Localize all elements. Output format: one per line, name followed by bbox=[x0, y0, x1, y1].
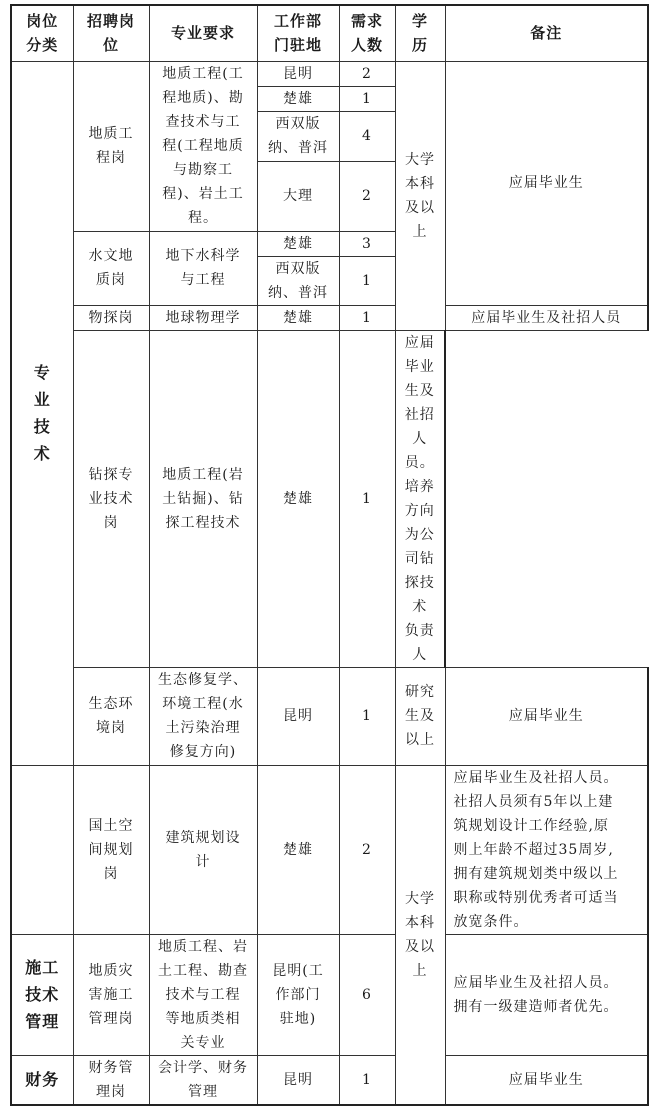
position-geophysics: 物探岗 bbox=[73, 305, 149, 330]
header-education: 学 历 bbox=[395, 5, 445, 61]
major-disaster: 地质工程、岩 土工程、勘查 技术与工程 等地质类相 关专业 bbox=[149, 934, 257, 1055]
major-planning: 建筑规划设 计 bbox=[149, 765, 257, 934]
location-disaster: 昆明(工 作部门 驻地) bbox=[257, 934, 339, 1055]
location-geology-1: 昆明 bbox=[257, 61, 339, 86]
count-planning: 2 bbox=[339, 765, 395, 934]
recruitment-table bbox=[10, 4, 649, 1106]
header-location: 工作部 门驻地 bbox=[257, 5, 339, 61]
category-tech: 专 业 技 术 bbox=[11, 61, 73, 765]
count-geology-1: 2 bbox=[339, 61, 395, 86]
position-planning: 国土空 间规划 岗 bbox=[73, 765, 149, 934]
position-ecology: 生态环 境岗 bbox=[73, 667, 149, 765]
count-finance: 1 bbox=[339, 1055, 395, 1105]
remark-planning: 应届毕业生及社招人员。 社招人员须有5年以上建 筑规划设计工作经验,原 则上年龄不超过35周岁, 拥有建筑规划类中级以上 职称或特别优秀者可适当 放宽条件。 bbox=[445, 765, 648, 934]
major-ecology: 生态修复学、 环境工程(水 土污染治理 修复方向) bbox=[149, 667, 257, 765]
count-drilling: 1 bbox=[339, 330, 395, 667]
position-disaster: 地质灾 害施工 管理岗 bbox=[73, 934, 149, 1055]
header-category: 岗位 分类 bbox=[11, 5, 73, 61]
location-ecology: 昆明 bbox=[257, 667, 339, 765]
location-finance: 昆明 bbox=[257, 1055, 339, 1105]
count-geology-4: 2 bbox=[339, 161, 395, 231]
position-drilling: 钻探专 业技术 岗 bbox=[73, 330, 149, 667]
header-position: 招聘岗 位 bbox=[73, 5, 149, 61]
major-geophysics: 地球物理学 bbox=[149, 305, 257, 330]
count-geology-3: 4 bbox=[339, 111, 395, 161]
header-major: 专业要求 bbox=[149, 5, 257, 61]
count-disaster: 6 bbox=[339, 934, 395, 1055]
major-drilling: 地质工程(岩 土钻掘)、钻 探工程技术 bbox=[149, 330, 257, 667]
location-hydro-1: 楚雄 bbox=[257, 231, 339, 256]
remark-geology: 应届毕业生 bbox=[445, 61, 648, 305]
remark-geophysics: 应届毕业生及社招人员 bbox=[445, 305, 648, 330]
major-geology: 地质工程(工 程地质)、勘 查技术与工 程(工程地质 与勘察工 程)、岩土工 程。 bbox=[149, 61, 257, 231]
remark-drilling: 应届毕业生及社招人员。 培养方向为公司钻探技术 负责人 bbox=[395, 330, 445, 667]
major-finance: 会计学、财务 管理 bbox=[149, 1055, 257, 1105]
remark-ecology: 应届毕业生 bbox=[445, 667, 648, 765]
category-construction: 施工 技术 管理 bbox=[11, 934, 73, 1055]
count-hydro-2: 1 bbox=[339, 256, 395, 305]
count-ecology: 1 bbox=[339, 667, 395, 765]
location-geology-2: 楚雄 bbox=[257, 86, 339, 111]
remark-disaster: 应届毕业生及社招人员。 拥有一级建造师者优先。 bbox=[445, 934, 648, 1055]
position-geology: 地质工 程岗 bbox=[73, 61, 149, 231]
position-hydro: 水文地 质岗 bbox=[73, 231, 149, 305]
remark-finance: 应届毕业生 bbox=[445, 1055, 648, 1105]
education-graduate: 研究 生及 以上 bbox=[395, 667, 445, 765]
location-planning: 楚雄 bbox=[257, 765, 339, 934]
header-remarks: 备注 bbox=[445, 5, 648, 61]
count-geophysics: 1 bbox=[339, 305, 395, 330]
major-hydro: 地下水科学 与工程 bbox=[149, 231, 257, 305]
education-bachelor-1: 大学 本科 及以 上 bbox=[395, 61, 445, 330]
position-finance: 财务管 理岗 bbox=[73, 1055, 149, 1105]
education-bachelor-2: 大学 本科 及以 上 bbox=[395, 765, 445, 1105]
location-drilling: 楚雄 bbox=[257, 330, 339, 667]
count-hydro-1: 3 bbox=[339, 231, 395, 256]
location-geophysics: 楚雄 bbox=[257, 305, 339, 330]
location-hydro-2: 西双版 纳、普洱 bbox=[257, 256, 339, 305]
category-tech-cont bbox=[11, 765, 73, 934]
location-geology-4: 大理 bbox=[257, 161, 339, 231]
count-geology-2: 1 bbox=[339, 86, 395, 111]
category-finance: 财务 bbox=[11, 1055, 73, 1105]
header-count: 需求 人数 bbox=[339, 5, 395, 61]
location-geology-3: 西双版 纳、普洱 bbox=[257, 111, 339, 161]
